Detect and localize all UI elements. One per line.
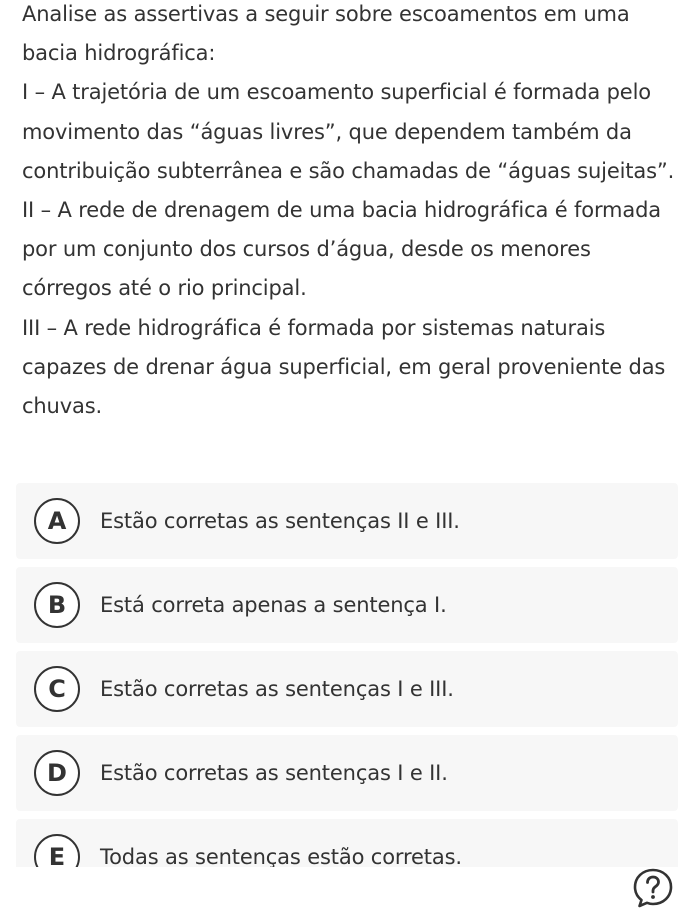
option-a[interactable]	[16, 483, 678, 559]
option-b[interactable]	[16, 567, 678, 643]
option-a-letter: A	[34, 498, 80, 544]
statement-2: II – A rede de drenagem de uma bacia hidrográfica é formada por um conjunto dos cursos d’água, desde os menores córregos até o rio principal.	[22, 198, 661, 301]
question-circle-icon[interactable]	[632, 867, 674, 909]
answer-options-list	[0, 483, 692, 867]
option-b-letter: B	[34, 582, 80, 628]
option-d-letter: D	[34, 750, 80, 796]
statement-1: I – A trajetória de um escoamento superficial é formada pelo movimento das “águas livres”, que dependem também da contribuição subterrânea e são chamadas de “águas sujeitas”.	[22, 80, 675, 183]
question-intro: Analise as assertivas a seguir sobre escoamentos em uma bacia hidrográfica:	[22, 2, 630, 66]
option-c-text: Estão corretas as sentenças I e III.	[100, 677, 454, 701]
option-e[interactable]	[16, 819, 678, 867]
question-text	[22, 0, 682, 426]
option-e-letter: E	[34, 834, 80, 867]
option-a-text: Estão corretas as sentenças II e III.	[100, 509, 460, 533]
option-c-letter: C	[34, 666, 80, 712]
option-b-text: Está correta apenas a sentença I.	[100, 593, 447, 617]
option-d[interactable]	[16, 735, 678, 811]
option-e-text: Todas as sentenças estão corretas.	[100, 845, 462, 867]
option-c[interactable]	[16, 651, 678, 727]
option-d-text: Estão corretas as sentenças I e II.	[100, 761, 448, 785]
statement-3: III – A rede hidrográfica é formada por sistemas naturais capazes de drenar água superficial, em geral proveniente das chuvas.	[22, 315, 666, 419]
